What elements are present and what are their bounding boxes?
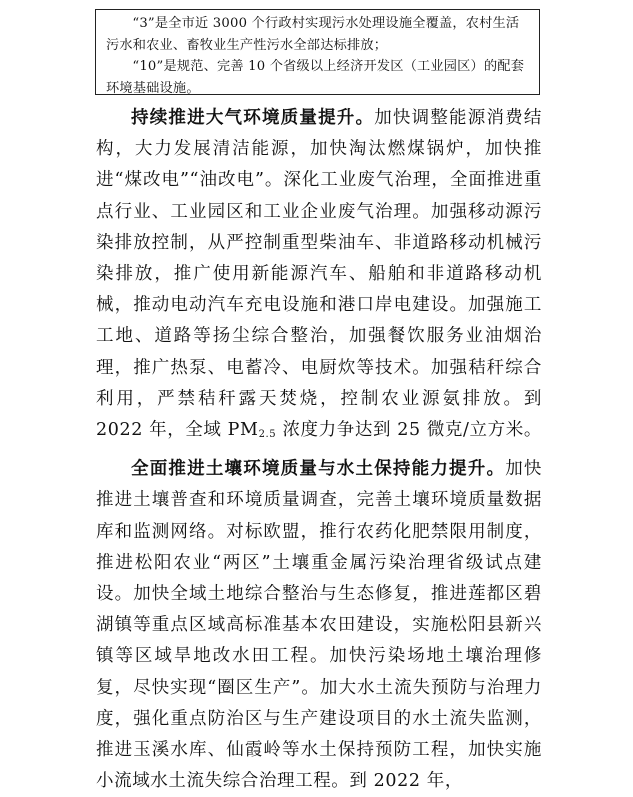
paragraph-text-end: 浓度力争达到 25 微克/立方米。 bbox=[276, 420, 542, 441]
paragraph-air-quality bbox=[96, 103, 542, 450]
paragraph-soil-water bbox=[96, 454, 542, 797]
paragraph-heading: 持续推进大气环境质量提升。 bbox=[131, 108, 375, 128]
paragraph-heading: 全面推进土壤环境质量与水土保持能力提升。 bbox=[131, 459, 506, 480]
body-text bbox=[96, 103, 542, 797]
note-box bbox=[95, 9, 540, 95]
paragraph-text: 加快调整能源消费结构，大力发展清洁能源，加快淘汰燃煤锅炉，加快推进“煤改电”“油改电”。深化工业废气治理，全面推进重点行业、工业园区和工业企业废气治理。加强移动源污染排放控制，从严控制重型柴油车、非道路移动机械污染排放，推广使用新能源汽车、船舶和非道路移动机械，推动电动汽车充电设施和港口岸电建设。加强施工工地、道路等扬尘综合整治，加强餐饮服务业油烟治理，推广热泵、电蓄冷、电厨炊等技术。加强秸秆综合利用，严禁秸秆露天焚烧，控制农业源氨排放。到 2022 年，全域 PM bbox=[96, 108, 542, 441]
note-line-2: “10”是规范、完善 10 个省级以上经济开发区（工业园区）的配套环境基础设施。 bbox=[106, 59, 525, 96]
pm-subscript: 2.5 bbox=[258, 429, 277, 441]
paragraph-text: 加快推进土壤普查和环境质量调查，完善土壤环境质量数据库和监测网络。对标欧盟，推行农药化肥禁限用制度，推进松阳农业“两区”土壤重金属污染治理省级试点建设。加快全域土地综合整治与生态修复，推进莲都区碧湖镇等重点区域高标准基本农田建设，实施松阳县新兴镇等区域旱地改水田工程。加快污染场地土壤治理修复，尽快实现“圈区生产”。加大水土流失预防与治理力度，强化重点防治区与生产建设项目的水土流失监测，推进玉溪水库、仙霞岭等水土保持预防工程，加快实施小流域水土流失综合治理工程。到 2022 年， bbox=[96, 459, 542, 792]
note-line-1: “3”是全市近 3000 个行政村实现污水处理设施全覆盖，农村生活污水和农业、畜牧业生产性污水全部达标排放； bbox=[106, 16, 520, 53]
